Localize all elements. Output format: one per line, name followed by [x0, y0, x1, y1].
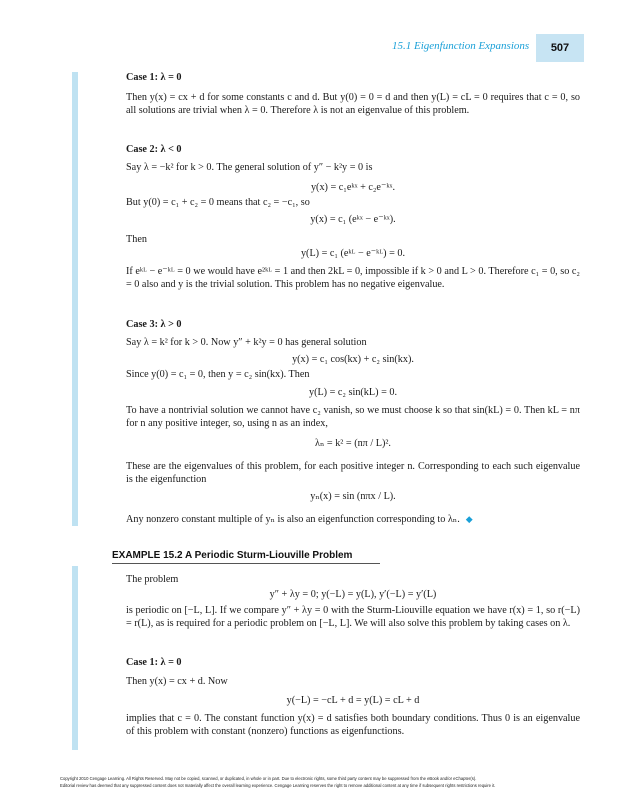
case3-paragraph-3: To have a nontrivial solution we cannot have c₂ vanish, so we must choose k so that sin(kL) = 0. Then kL = nπ for n any positive integer, so, using n as an index, [126, 405, 580, 430]
copyright-notice [60, 776, 580, 789]
page-number: 507 [536, 34, 584, 62]
case3-paragraph-5-text: Any nonzero constant multiple of yₙ is also an eigenfunction corresponding to λₙ. [126, 514, 460, 525]
example-paragraph-1: is periodic on [−L, L]. If we compare y″ + λy = 0 with the Sturm-Liouville equation we have r(x) = 1, so r(−L) = r(L), as is required for a periodic problem on [−L, L]. We will also solve this problem by taking cases on λ. [126, 605, 580, 630]
example-equation-1: y″ + λy = 0; y(−L) = y(L), y′(−L) = y′(L) [269, 589, 437, 600]
case2-paragraph-1: Say λ = −k² for k > 0. The general solution of y″ − k²y = 0 is [126, 162, 373, 173]
case3-paragraph-2: Since y(0) = c₁ = 0, then y = c₂ sin(kx). Then [126, 369, 310, 380]
case2-heading: Case 2: λ < 0 [126, 144, 182, 155]
case3-equation-4: yₙ(x) = sin (nπx / L). [310, 491, 396, 502]
example-heading-rule [112, 563, 380, 564]
example-case1-paragraph-2: implies that c = 0. The constant function y(x) = d satisfies both boundary conditions. Thus 0 is an eigenvalue of this problem with constant (nonzero) functions as eigenfunctions. [126, 713, 580, 738]
case2-paragraph-4: If eᵏᴸ − e⁻ᵏᴸ = 0 we would have e²ᵏᴸ = 1 and then 2kL = 0, impossible if k > 0 and L > 0. Therefore c₁ = 0, so c₂ = 0 also and y is the trivial solution. This problem has no negative eigenvalue. [126, 266, 580, 291]
example-heading: EXAMPLE 15.2 A Periodic Sturm-Liouville Problem [112, 550, 353, 561]
example-case1-paragraph-1: Then y(x) = cx + d. Now [126, 676, 228, 687]
case2-equation-1: y(x) = c₁eᵏˣ + c₂e⁻ᵏˣ. [310, 182, 396, 193]
example-intro: The problem [126, 574, 179, 585]
case2-equation-2: y(x) = c₁ (eᵏˣ − e⁻ᵏˣ). [310, 214, 396, 225]
end-of-example-diamond-icon: ◆ [465, 514, 473, 524]
case3-equation-2: y(L) = c₂ sin(kL) = 0. [308, 387, 398, 398]
margin-bar-top [72, 72, 78, 526]
case3-paragraph-5 [126, 513, 580, 526]
case2-paragraph-3: Then [126, 234, 147, 245]
running-header-title: 15.1 Eigenfunction Expansions [392, 40, 530, 52]
case3-equation-3: λₙ = k² = (nπ / L)². [315, 438, 391, 449]
case3-paragraph-1: Say λ = k² for k > 0. Now y″ + k²y = 0 has general solution [126, 337, 367, 348]
case1-heading: Case 1: λ = 0 [126, 72, 182, 83]
case2-paragraph-2: But y(0) = c₁ + c₂ = 0 means that c₂ = −c₁, so [126, 197, 310, 208]
margin-bar-bottom [72, 566, 78, 750]
example-case1-equation: y(−L) = −cL + d = y(L) = cL + d [286, 695, 420, 706]
copyright-line-1: Copyright 2010 Cengage Learning. All Rights Reserved. May not be copied, scanned, or duplicated, in whole or in part. Due to electronic rights, some third party content may be suppressed from the eBook and/or eChapter(s). [60, 776, 477, 781]
case3-paragraph-4: These are the eigenvalues of this problem, for each positive integer n. Corresponding to each such eigenvalue is the eigenfunction [126, 461, 580, 486]
case1-paragraph: Then y(x) = cx + d for some constants c and d. But y(0) = 0 = d and then y(L) = cL = 0 requires that c = 0, so all solutions are trivial when λ = 0. Therefore λ is not an eigenvalue of this problem. [126, 92, 580, 117]
example-case1-heading: Case 1: λ = 0 [126, 657, 182, 668]
case3-equation-1: y(x) = c₁ cos(kx) + c₂ sin(kx). [292, 354, 414, 365]
case2-equation-3: y(L) = c₁ (eᵏᴸ − e⁻ᵏᴸ) = 0. [300, 248, 406, 259]
case3-heading: Case 3: λ > 0 [126, 319, 182, 330]
copyright-line-2: Editorial review has deemed that any suppressed content does not materially affect the overall learning experience. Cengage Learning reserves the right to remove additional content at any time if subsequent rights restrictions require it. [60, 782, 496, 788]
